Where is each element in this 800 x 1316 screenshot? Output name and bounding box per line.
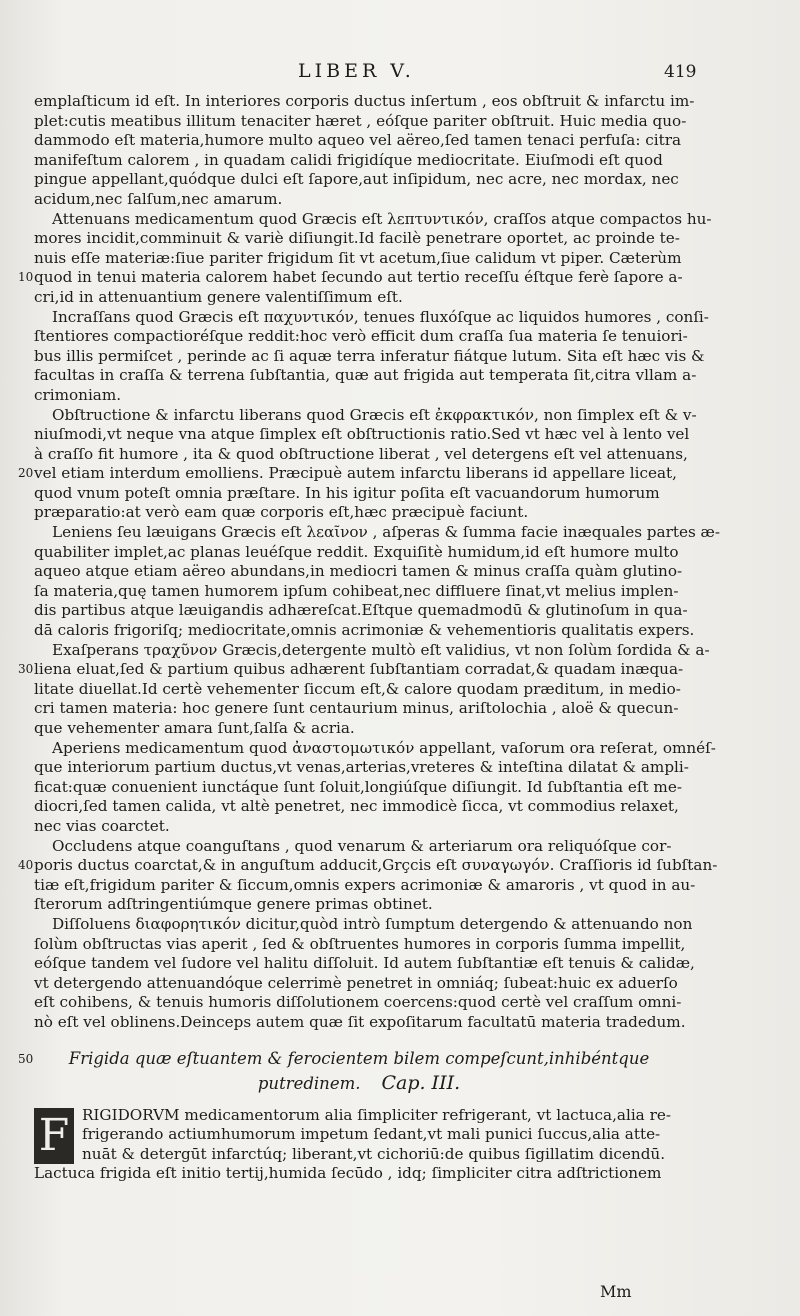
text-line: RIGIDORVM medicamentorum alia ſimpliciter refrigerant, vt lactuca,alia re- (82, 1105, 671, 1124)
text-line: præparatio:at verò eam quæ corporis eſt,hæc præcipuè faciunt. (34, 503, 529, 522)
text-line: bus illis permiſcet , perinde ac ſi aquæ terra inferatur fiátque lutum. Sita eſt hæc vis & (34, 346, 705, 365)
text-line: crimoniam. (34, 385, 122, 404)
text-line: Aperiens medicamentum quod ἀναστομωτικόν appellant, vaſorum ora reſerat, omnéſ- (52, 738, 716, 757)
chapter-title-line2: putredinem. (257, 1073, 361, 1093)
spacer (34, 1096, 684, 1106)
text-line: aqueo atque etiam aëreo abundans,in mediocri tamen & minus craſſa quàm glutino- (34, 562, 683, 581)
spacer (34, 1033, 684, 1047)
text-line: eſt cohibens, & tenuis humoris diſſolutionem coercens:quod certè vel craſſum omni- (34, 993, 682, 1012)
text-line: Diſſoluens διαφορητικόν dicitur,quòd intrò ſumptum detergendo & attenuando non (52, 914, 693, 933)
text-line: quod vnum poteſt omnia præſtare. In his igitur poſita eſt vacuandorum humorum (34, 483, 660, 502)
text-line: acidum,nec ſalſum,nec amarum. (34, 189, 283, 208)
text-line: tiæ eſt,frigidum pariter & ſiccum,omnis expers acrimoniæ & amaroris , vt quod in au- (34, 875, 696, 894)
text-line: vt detergendo attenuandóque celerrimè penetret in omniáq; ſubeat:huic ex aduerſo (34, 973, 678, 992)
text-line: ſterorum adſtringentiúmque genere primas obtinet. (34, 895, 433, 914)
line-number: 20 (18, 466, 34, 481)
text-line: mores incidit,comminuit & variè diſiungit.Id facilè penetrare oportet, ac proinde te- (34, 229, 680, 248)
text-line: Occludens atque coanguſtans , quod venarum & arteriarum ora reliquóſque cor- (52, 836, 672, 855)
catchword: Mm (600, 1282, 632, 1301)
text-line: Exaſperans τραχῦνον Græcis,detergente multò eſt validius, vt non ſolùm ſordida & a- (52, 640, 710, 659)
text-line: Attenuans medicamentum quod Græcis eſt λεπτυντικόν, craſſos atque compactos hu- (52, 209, 712, 228)
text-line: nuis eſſe materiæ:ſiue pariter frigidum ſit vt acetum,ſiue calidum vt piper. Cæterùm (34, 248, 682, 267)
line-number: 40 (18, 858, 34, 873)
chapter-heading (18, 1047, 684, 1071)
line-number: 10 (18, 270, 34, 285)
chapter-heading-continued (34, 1071, 684, 1096)
chapter-opening (34, 1106, 684, 1184)
text-line: manifeſtum calorem , in quadam calidi frigidíque mediocritate. Eiuſmodi eſt quod (34, 150, 663, 169)
text-line: litate diuellat.Id certè vehementer ſiccum eſt,& calore quodam præditum, in medio- (34, 679, 681, 698)
text-line (18, 268, 684, 288)
text-line: pingue appellant,quódque dulci eſt ſapore,aut inſipidum, nec acre, nec mordax, nec (34, 170, 679, 189)
text-line: nuāt & detergūt infarctúq; liberant,vt cichoriū:de quibus ſigillatim dicendū. (82, 1144, 666, 1163)
text-line: dammodo eſt materia,humore multo aqueo vel aëreo,ſed tamen tenaci perfuſa: citra (34, 131, 682, 150)
text-line: que interiorum partium ductus,vt venas,arterias,vreteres & inteſtina dilatat & ampli- (34, 758, 689, 777)
page-number: 419 (664, 62, 697, 82)
text-line: facultas in craſſa & terrena ſubſtantia, quæ aut frigida aut temperata ſit,citra vllam a- (34, 366, 697, 385)
text-line: emplaſticum id eſt. In interiores corporis ductus inſertum , eos obſtruit & infarctu im- (34, 92, 695, 110)
line-number: 50 (18, 1051, 34, 1066)
chapter-number: Cap. III. (381, 1071, 461, 1094)
text-line-content: liena eluat,ſed & partium quibus adhærent ſubſtantiam corradat,& quadam inæqua- (34, 660, 684, 679)
text-line: quabiliter implet,ac planas leuéſque reddit. Exquiſitè humidum,id eſt humore multo (34, 542, 679, 561)
text-line: ſtentiores compactioréſque reddit:hoc verò efficit dum craſſa ſua materia ſe tenuiori- (34, 327, 688, 346)
text-line: ſa materia,quę tamen humorem ipſum cohibeat,nec diffluere ſinat,vt melius implen- (34, 581, 679, 600)
text-line: cri,id in attenuantium genere valentiſſimum eſt. (34, 287, 403, 306)
text-line: Obſtructione & infarctu liberans quod Græcis eſt ἐκφρακτικόν, non ſimplex eſt & v- (52, 405, 697, 424)
running-head: LIBER V. (298, 60, 415, 82)
text-line: nò eſt vel oblinens.Deinceps autem quæ ſit expoſitarum facultatū materia tradedum. (34, 1012, 686, 1031)
text-line-content: quod in tenui materia calorem habet ſecundo aut tertio receſſu éſtque ferè ſapore a- (34, 268, 683, 287)
text-line (18, 464, 684, 484)
chapter-title-line1: Frigida quæ eſtuantem & ferocientem bilem compeſcunt,inhibéntque (68, 1048, 650, 1068)
text-line: ficat:quæ conuenient iunctáque ſunt ſoluit,longiúſque diſiungit. Id ſubſtantia eſt me- (34, 777, 682, 796)
text-line: frigerando actiumhumorum impetum ſedant,vt mali punici ſuccus,alia atte- (82, 1125, 661, 1144)
text-line (18, 660, 684, 680)
text-line-content: vel etiam interdum emolliens. Præcipuè autem infarctu liberans id appellare liceat, (34, 464, 677, 483)
body-text (18, 92, 720, 1184)
text-line: Incraſſans quod Græcis eſt παχυντικόν, tenues fluxóſque ac liquidos humores , conſi- (52, 307, 709, 326)
text-line: dā caloris frigoriſq; mediocritate,omnis acrimoniæ & vehementioris qualitatis expers. (34, 621, 695, 640)
text-line: Leniens ſeu læuigans Græcis eſt λεαῖνον , aſperas & ſumma facie inæquales partes æ- (52, 523, 720, 542)
text-line: que vehementer amara ſunt,ſalſa & acria. (34, 719, 355, 737)
text-line: cri tamen materia: hoc genere ſunt centaurium minus, ariſtolochia , aloë & quecun- (34, 699, 679, 718)
page-header (0, 60, 800, 88)
text-line-content: poris ductus coarctat,& in anguſtum adducit,Grçcis eſt συναγωγόν. Craſſioris id ſubſtan- (34, 856, 718, 875)
text-line: dis partibus atque læuigandis adhæreſcat.Eſtque quemadmodū & glutinoſum in qua- (34, 601, 688, 620)
text-line: à craſſo fit humore , ita & quod obſtructione liberat , vel detergens eſt vel attenuans, (34, 444, 688, 463)
text-line: ſolùm obſtructas vias aperit , ſed & obſtruentes humores in corporis ſumma impellit, (34, 934, 686, 953)
line-number: 30 (18, 662, 34, 677)
text-line (18, 856, 718, 876)
text-line: eóſque tandem vel ſudore vel halitu diſſoluit. Id autem ſubſtantiæ eſt tenuis & calidæ, (34, 954, 695, 973)
text-line: plet:cutis meatibus illitum tenaciter hæret , eóſque pariter obſtruit. Huic media quo- (34, 111, 687, 130)
text-line: diocri,ſed tamen calida, vt altè penetret, nec immodicè ſicca, vt commodius relaxet, (34, 797, 679, 816)
text-line: Lactuca frigida eſt initio tertij,humida ſecūdo , idq; ſimpliciter citra adſtrictionem (34, 1164, 662, 1183)
text-line: niuſmodi,vt neque vna atque ſimplex eſt obſtructionis ratio.Sed vt hæc vel à lento vel (34, 425, 690, 444)
decorated-initial: F (34, 1108, 74, 1164)
text-line: nec vias coarctet. (34, 816, 170, 835)
